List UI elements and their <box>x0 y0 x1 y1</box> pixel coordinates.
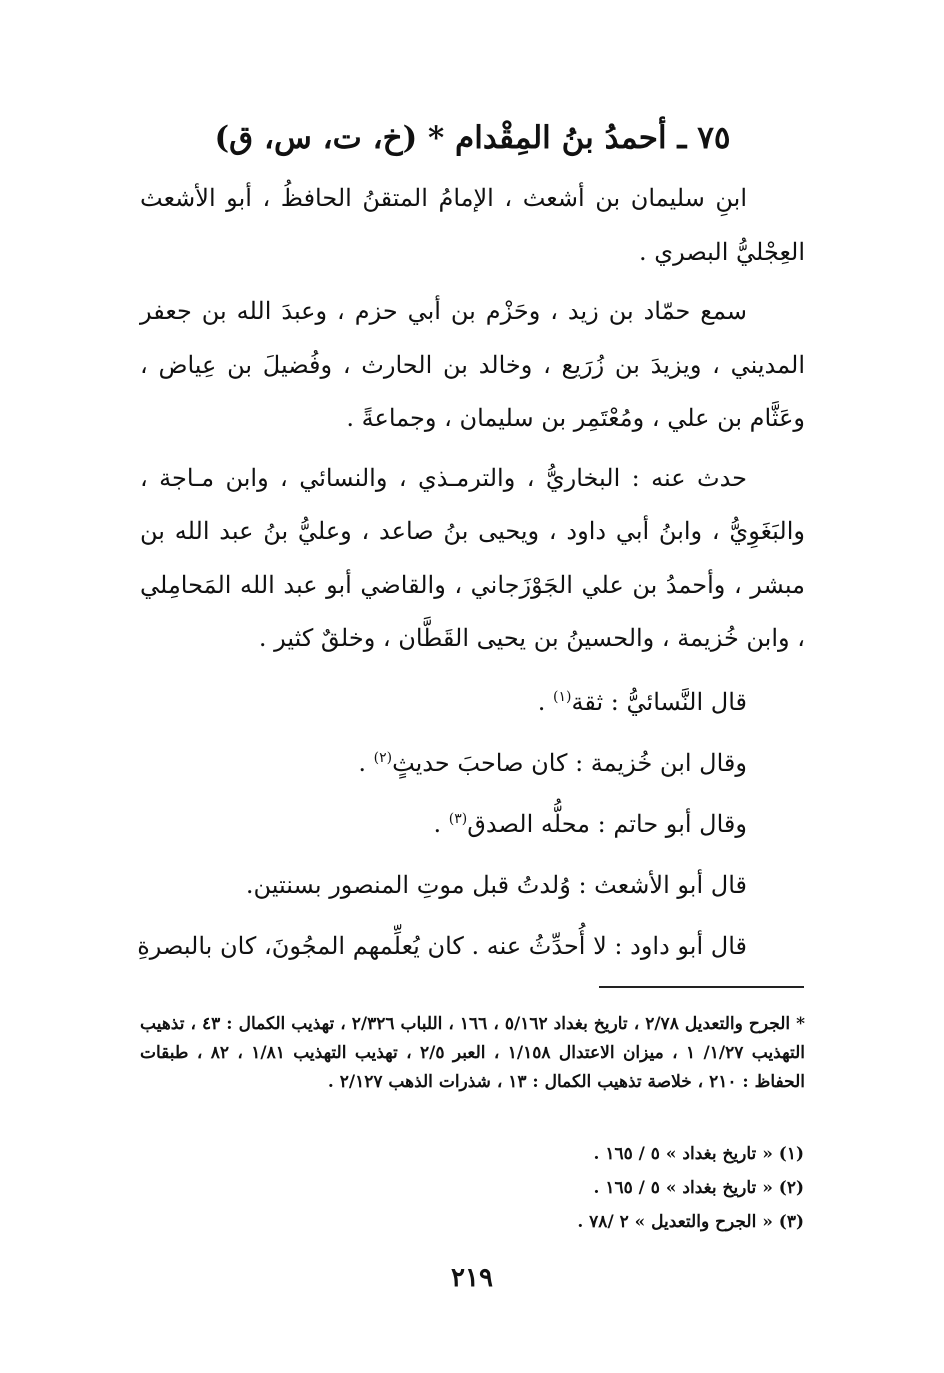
page-number: ٢١٩ <box>451 1263 493 1293</box>
sources-note: * الجرح والتعديل ٢/٧٨ ، تاريخ بغداد ٥/١٦٢ ، ١٦٦ ، اللباب ٢/٣٢٦ ، تهذيب الكمال : ٤٣ ، تذهيب التهذيب ١/٢٧/ ١ ، ميزان الاعتدال ١/١٥٨ ، العبر ٢/٥ ، تهذيب التهذيب ١/٨١ ، ٨٢ ، طبقات الحفاظ : ٢١٠ ، خلاصة تذهيب الكمال : ١٣ ، شذرات الذهب ٢/١٢٧ . <box>140 1014 806 1092</box>
quote-tail: . <box>433 809 449 838</box>
quote-text: قال النَّسائيُّ : ثقة <box>571 687 747 716</box>
students-paragraph <box>140 452 805 666</box>
quote-nasai <box>140 672 805 733</box>
footnote-separator <box>599 986 804 988</box>
quote-text: قال أبو داود : لا أُحدِّثُ عنه . كان يُعلِّمهم المجُونَ، كان بالبصرةِ <box>137 931 747 960</box>
footnotes-list <box>384 1137 804 1239</box>
entry-title: ٧٥ ـ أحمدُ بنُ المِقْدام * (خ، ت، س، ق) <box>214 120 731 156</box>
quote-text: وقال أبو حاتم : محلُّه الصدق <box>467 809 747 838</box>
footnote-1: (١) « تاريخ بغداد » ٥ / ١٦٥ . <box>593 1144 804 1164</box>
lineage-paragraph <box>140 172 805 279</box>
quote-ibn-khuzayma <box>140 733 805 794</box>
quote-text: وقال ابن خُزيمة : كان صاحبَ حديثٍ <box>392 748 747 777</box>
quote-abu-hatim <box>140 794 805 855</box>
quote-abu-dawud <box>137 916 805 977</box>
footnote-marker: (١) <box>553 688 572 705</box>
quote-tail: . <box>358 748 374 777</box>
footnote-marker: (٣) <box>448 810 468 827</box>
teachers-text: سمع حمّاد بن زيد ، وحَزْم بن أبي حزم ، وعبدَ الله بن جعفر المديني ، ويزيدَ بن زُرَيع ، وخالد بن الحارث ، وفُضيلَ بن عِياض ، وعَثَّام بن علي ، ومُعْتَمِر بن سليمان ، وجماعةً . <box>140 297 805 432</box>
lineage-text: ابنِ سليمان بن أشعث ، الإمامُ المتقنُ الحافظُ ، أبو الأشعث العِجْليُّ البصري . <box>140 184 805 266</box>
quote-tail: . <box>537 687 554 716</box>
footnote-marker: (٢) <box>373 749 393 766</box>
book-page-body <box>137 110 805 977</box>
teachers-paragraph <box>140 285 805 446</box>
students-text: حدث عنه : البخاريُّ ، والترمـذي ، والنسائي ، وابن مـاجة ، والبَغَوِيُّ ، وابنُ أبي داود ، ويحيى بنُ صاعد ، وعليُّ بنُ عبد الله بن مبشر ، وأحمدُ بن علي الجَوْزَجاني ، والقاضي أبو عبد الله المَحامِلي ، وابن خُزيمة ، والحسينُ بن يحيى القَطَّان ، وخلقٌ كثير . <box>140 463 805 652</box>
quote-text: قال أبو الأشعث : وُلدتُ قبل موتِ المنصور بسنتين. <box>245 870 747 899</box>
quote-abu-al-ashath <box>140 855 805 916</box>
footnote-3: (٣) « الجرح والتعديل » ٢ /٧٨ . <box>577 1212 804 1232</box>
footnote-2: (٢) « تاريخ بغداد » ٥ / ١٦٥ . <box>593 1178 804 1198</box>
